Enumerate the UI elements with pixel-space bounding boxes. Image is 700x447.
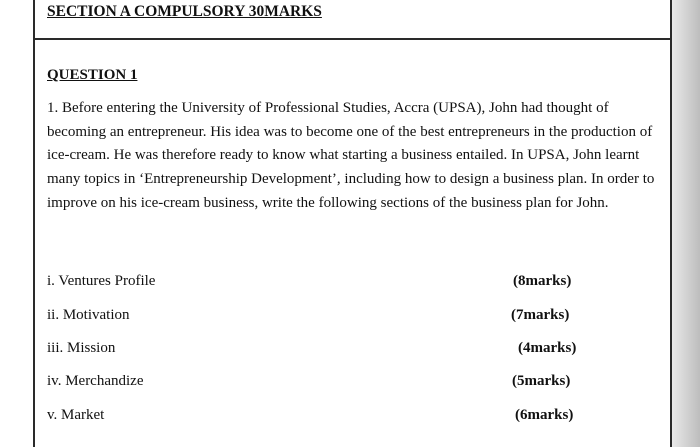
item-label-merchandize: iv. Merchandize: [47, 373, 144, 389]
section-title: SECTION A COMPULSORY 30MARKS: [47, 3, 322, 20]
page-edge-shadow: [672, 0, 700, 447]
item-label-market: v. Market: [47, 407, 105, 423]
item-label-motivation: ii. Motivation: [47, 307, 130, 323]
item-label-mission: iii. Mission: [47, 340, 116, 356]
question-text: 1. Before entering the University of Professional Studies, Accra (UPSA), John had thought of becoming an entrepreneur. His idea was to become one of the best entrepreneurs in the production of ice-cream. He was therefore ready to know what starting a business entailed. In UPSA, John learnt many topics in ‘Entrepreneurship Development’, including how to design a business plan. In order to improve on his ice-cream business, write the following sections of the business plan for John.: [47, 100, 655, 211]
item-marks-ventures-profile: (8marks): [513, 273, 572, 289]
question-title: QUESTION 1: [47, 67, 138, 83]
item-marks-market: (6marks): [515, 407, 574, 423]
page-left-border: [33, 0, 35, 447]
item-label-ventures-profile: i. Ventures Profile: [47, 273, 156, 289]
item-marks-motivation: (7marks): [511, 307, 570, 323]
section-divider: [33, 38, 672, 40]
item-marks-mission: (4marks): [518, 340, 577, 356]
item-marks-merchandize: (5marks): [512, 373, 571, 389]
